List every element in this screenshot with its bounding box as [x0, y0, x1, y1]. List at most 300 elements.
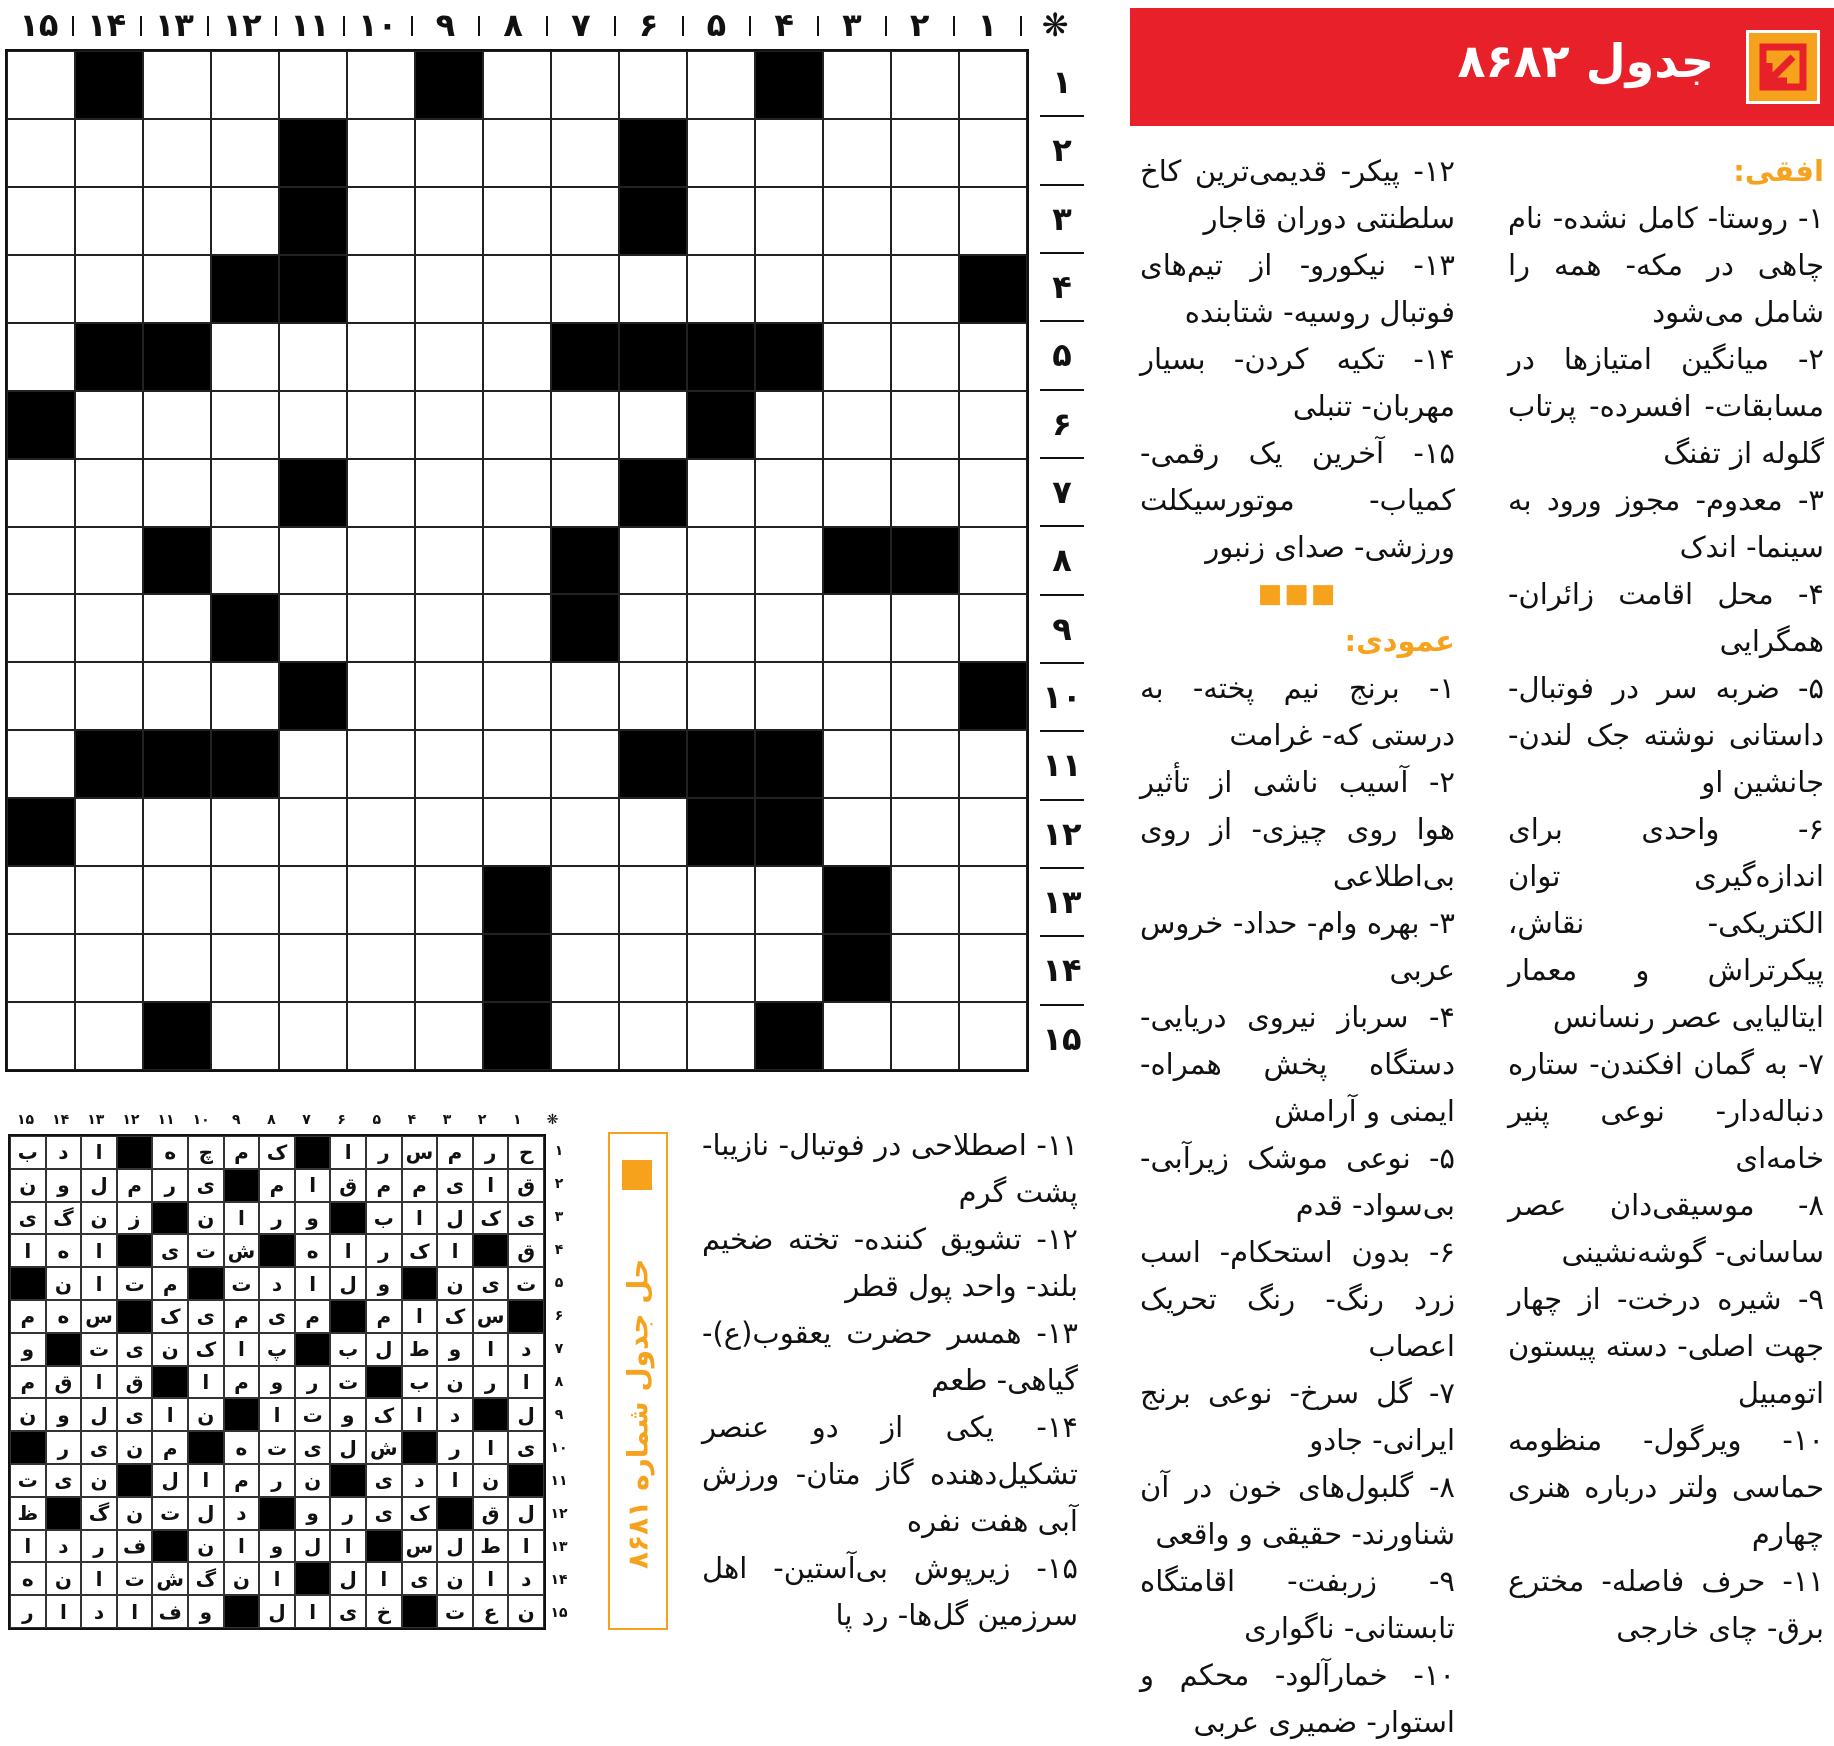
white-cell[interactable] [687, 119, 755, 187]
white-cell[interactable] [211, 323, 279, 391]
black-cell[interactable] [755, 323, 823, 391]
white-cell[interactable] [415, 730, 483, 798]
solution-letter: ر [152, 1169, 188, 1202]
white-cell[interactable] [959, 187, 1027, 255]
solution-letter: ا [117, 1595, 153, 1628]
white-cell[interactable] [143, 662, 211, 730]
solution-letter: م [10, 1300, 46, 1333]
black-cell[interactable] [755, 1002, 823, 1070]
black-cell[interactable] [143, 1002, 211, 1070]
solution-letter: ا [81, 1234, 117, 1267]
white-cell[interactable] [143, 798, 211, 866]
white-cell[interactable] [891, 119, 959, 187]
solution-letter: ن [188, 1398, 224, 1431]
white-cell[interactable] [279, 1002, 347, 1070]
black-cell[interactable] [551, 594, 619, 662]
black-cell[interactable] [75, 730, 143, 798]
solution-black-cell [259, 1234, 295, 1267]
white-cell[interactable] [619, 255, 687, 323]
white-cell[interactable] [143, 391, 211, 459]
black-cell[interactable] [415, 51, 483, 119]
solution-letter: ی [188, 1169, 224, 1202]
white-cell[interactable] [959, 594, 1027, 662]
black-cell[interactable] [823, 527, 891, 595]
white-cell[interactable] [823, 594, 891, 662]
white-cell[interactable] [415, 119, 483, 187]
white-cell[interactable] [211, 934, 279, 1002]
white-cell[interactable] [143, 459, 211, 527]
solution-black-cell [473, 1398, 509, 1431]
white-cell[interactable] [687, 459, 755, 527]
white-cell[interactable] [755, 866, 823, 934]
solution-letter: ت [188, 1234, 224, 1267]
white-cell[interactable] [823, 662, 891, 730]
white-cell[interactable] [483, 255, 551, 323]
white-cell[interactable] [347, 662, 415, 730]
down-clue: ۳- بهره وام- حداد- خروس عربی [1140, 906, 1455, 987]
white-cell[interactable] [415, 255, 483, 323]
white-cell[interactable] [7, 459, 75, 527]
white-cell[interactable] [619, 1002, 687, 1070]
row-number: ۶ [554, 1307, 564, 1324]
white-cell[interactable] [7, 51, 75, 119]
across-clue: ۱۳- نیکورو- از تیم‌های فوتبال روسیه- شتابنده [1140, 248, 1455, 329]
black-cell[interactable] [7, 391, 75, 459]
white-cell[interactable] [7, 662, 75, 730]
white-cell[interactable] [347, 594, 415, 662]
white-cell[interactable] [7, 1002, 75, 1070]
solution-letter: ه [295, 1234, 331, 1267]
white-cell[interactable] [7, 866, 75, 934]
white-cell[interactable] [75, 527, 143, 595]
white-cell[interactable] [279, 730, 347, 798]
solution-letter: و [46, 1398, 82, 1431]
white-cell[interactable] [959, 51, 1027, 119]
white-cell[interactable] [415, 527, 483, 595]
solution-letter: ر [473, 1136, 509, 1169]
white-cell[interactable] [823, 1002, 891, 1070]
white-cell[interactable] [347, 730, 415, 798]
solution-letter: ت [437, 1595, 473, 1628]
white-cell[interactable] [75, 798, 143, 866]
white-cell[interactable] [75, 662, 143, 730]
column-number: ۱ [513, 1112, 522, 1128]
row-number: ۱۲ [550, 1506, 568, 1523]
white-cell[interactable] [7, 594, 75, 662]
black-cell[interactable] [755, 730, 823, 798]
white-cell[interactable] [347, 527, 415, 595]
white-cell[interactable] [279, 527, 347, 595]
white-cell[interactable] [959, 323, 1027, 391]
black-cell[interactable] [143, 730, 211, 798]
solution-letter: ش [224, 1234, 260, 1267]
across-clue: ۱۴- تکیه کردن- بسیار مهربان- تنبلی [1140, 342, 1455, 423]
black-cell[interactable] [755, 798, 823, 866]
black-cell[interactable] [619, 187, 687, 255]
black-cell[interactable] [483, 866, 551, 934]
white-cell[interactable] [687, 527, 755, 595]
white-cell[interactable] [891, 391, 959, 459]
solution-letter: ا [437, 1234, 473, 1267]
white-cell[interactable] [755, 255, 823, 323]
column-number: ۲ [886, 6, 954, 44]
white-cell[interactable] [211, 51, 279, 119]
column-number: ۱۰ [192, 1112, 210, 1128]
white-cell[interactable] [415, 798, 483, 866]
black-cell[interactable] [959, 662, 1027, 730]
white-cell[interactable] [891, 798, 959, 866]
white-cell[interactable] [891, 730, 959, 798]
white-cell[interactable] [619, 662, 687, 730]
black-cell[interactable] [619, 119, 687, 187]
solution-letter: ز [117, 1202, 153, 1235]
solution-letter: ی [473, 1267, 509, 1300]
white-cell[interactable] [551, 255, 619, 323]
white-cell[interactable] [483, 119, 551, 187]
white-cell[interactable] [347, 459, 415, 527]
white-cell[interactable] [279, 798, 347, 866]
white-cell[interactable] [687, 866, 755, 934]
white-cell[interactable] [959, 798, 1027, 866]
white-cell[interactable] [75, 187, 143, 255]
white-cell[interactable] [959, 1002, 1027, 1070]
white-cell[interactable] [891, 459, 959, 527]
solution-letter: ی [508, 1202, 544, 1235]
solution-letter: د [81, 1595, 117, 1628]
white-cell[interactable] [483, 594, 551, 662]
black-cell[interactable] [619, 459, 687, 527]
white-cell[interactable] [891, 255, 959, 323]
white-cell[interactable] [211, 866, 279, 934]
white-cell[interactable] [551, 730, 619, 798]
white-cell[interactable] [687, 255, 755, 323]
white-cell[interactable] [959, 730, 1027, 798]
white-cell[interactable] [75, 934, 143, 1002]
solution-black-cell [224, 1169, 260, 1202]
down-clue: ۵- نوعی موشک زیرآبی- بی‌سواد- قدم [1140, 1141, 1455, 1222]
white-cell[interactable] [7, 730, 75, 798]
solution-letter: ل [152, 1464, 188, 1497]
clues-column-2 [1140, 148, 1455, 1746]
row-number: ۱۴ [550, 1572, 568, 1589]
white-cell[interactable] [483, 391, 551, 459]
black-cell[interactable] [143, 527, 211, 595]
solution-letter: ا [330, 1530, 366, 1563]
black-cell[interactable] [551, 527, 619, 595]
white-cell[interactable] [279, 391, 347, 459]
white-cell[interactable] [483, 662, 551, 730]
white-cell[interactable] [279, 866, 347, 934]
across-clue: ۹- شیره درخت- از چهار جهت اصلی- دسته پیستون اتومبیل [1508, 1282, 1824, 1410]
white-cell[interactable] [415, 934, 483, 1002]
solution-letter: ش [366, 1431, 402, 1464]
solution-letter: ب [402, 1366, 438, 1399]
white-cell[interactable] [619, 594, 687, 662]
white-cell[interactable] [959, 459, 1027, 527]
corner-symbol: ❋ [1041, 6, 1069, 44]
white-cell[interactable] [7, 119, 75, 187]
white-cell[interactable] [687, 187, 755, 255]
white-cell[interactable] [755, 934, 823, 1002]
white-cell[interactable] [959, 934, 1027, 1002]
white-cell[interactable] [7, 527, 75, 595]
black-cell[interactable] [211, 255, 279, 323]
white-cell[interactable] [891, 1002, 959, 1070]
white-cell[interactable] [959, 527, 1027, 595]
white-cell[interactable] [959, 391, 1027, 459]
white-cell[interactable] [211, 119, 279, 187]
white-cell[interactable] [687, 1002, 755, 1070]
black-cell[interactable] [7, 798, 75, 866]
white-cell[interactable] [347, 187, 415, 255]
white-cell[interactable] [483, 798, 551, 866]
white-cell[interactable] [823, 798, 891, 866]
white-cell[interactable] [143, 934, 211, 1002]
clues-column-3 [702, 1122, 1078, 1639]
solution-letter: ا [295, 1595, 331, 1628]
white-cell[interactable] [415, 323, 483, 391]
white-cell[interactable] [687, 662, 755, 730]
white-cell[interactable] [143, 119, 211, 187]
white-cell[interactable] [891, 934, 959, 1002]
white-cell[interactable] [211, 459, 279, 527]
white-cell[interactable] [551, 119, 619, 187]
white-cell[interactable] [415, 187, 483, 255]
white-cell[interactable] [347, 255, 415, 323]
solution-letter: ی [366, 1497, 402, 1530]
white-cell[interactable] [415, 1002, 483, 1070]
white-cell[interactable] [75, 391, 143, 459]
solution-letter: م [152, 1431, 188, 1464]
white-cell[interactable] [347, 866, 415, 934]
solution-letter: ق [473, 1497, 509, 1530]
black-cell[interactable] [687, 730, 755, 798]
down-clue: ۹- زربفت- اقامتگاه تابستانی- ناگواری [1140, 1564, 1455, 1645]
white-cell[interactable] [891, 187, 959, 255]
white-cell[interactable] [551, 866, 619, 934]
white-cell[interactable] [891, 323, 959, 391]
white-cell[interactable] [551, 934, 619, 1002]
black-cell[interactable] [279, 662, 347, 730]
white-cell[interactable] [7, 255, 75, 323]
black-cell[interactable] [483, 1002, 551, 1070]
white-cell[interactable] [619, 866, 687, 934]
black-cell[interactable] [483, 934, 551, 1002]
white-cell[interactable] [7, 187, 75, 255]
white-cell[interactable] [211, 527, 279, 595]
solution-title-box [608, 1132, 668, 1630]
solution-letter: ا [402, 1398, 438, 1431]
white-cell[interactable] [415, 594, 483, 662]
white-cell[interactable] [75, 255, 143, 323]
white-cell[interactable] [891, 662, 959, 730]
across-clue: ۶- واحدی برای اندازه‌گیری توان الکتریکی- نقاش، پیکرتراش و معمار ایتالیایی عصر رنسانس [1508, 812, 1824, 1034]
black-cell[interactable] [755, 51, 823, 119]
white-cell[interactable] [415, 866, 483, 934]
white-cell[interactable] [483, 51, 551, 119]
white-cell[interactable] [347, 119, 415, 187]
white-cell[interactable] [483, 187, 551, 255]
white-cell[interactable] [347, 934, 415, 1002]
white-cell[interactable] [823, 187, 891, 255]
white-cell[interactable] [211, 187, 279, 255]
solution-black-cell [402, 1595, 438, 1628]
white-cell[interactable] [551, 51, 619, 119]
black-cell[interactable] [211, 730, 279, 798]
column-number: ۱۵ [17, 1112, 35, 1128]
white-cell[interactable] [415, 391, 483, 459]
solution-letter: و [437, 1333, 473, 1366]
down-clue: ۱۲- تشویق کننده- تخته ضخیم بلند- واحد پول قطر [702, 1222, 1078, 1303]
white-cell[interactable] [279, 323, 347, 391]
solution-letter: ت [508, 1267, 544, 1300]
white-cell[interactable] [619, 391, 687, 459]
column-number: ۷ [302, 1112, 311, 1128]
black-cell[interactable] [211, 594, 279, 662]
black-cell[interactable] [279, 255, 347, 323]
white-cell[interactable] [143, 51, 211, 119]
white-cell[interactable] [279, 594, 347, 662]
white-cell[interactable] [483, 527, 551, 595]
column-number: ۵ [683, 6, 751, 44]
solution-letter: ت [81, 1333, 117, 1366]
black-cell[interactable] [823, 934, 891, 1002]
white-cell[interactable] [211, 662, 279, 730]
white-cell[interactable] [551, 187, 619, 255]
white-cell[interactable] [551, 662, 619, 730]
white-cell[interactable] [551, 798, 619, 866]
white-cell[interactable] [211, 798, 279, 866]
white-cell[interactable] [143, 866, 211, 934]
solution-letter: ا [188, 1366, 224, 1399]
white-cell[interactable] [279, 51, 347, 119]
solution-black-cell [330, 1202, 366, 1235]
white-cell[interactable] [347, 323, 415, 391]
black-cell[interactable] [279, 459, 347, 527]
white-cell[interactable] [823, 51, 891, 119]
white-cell[interactable] [755, 187, 823, 255]
white-cell[interactable] [687, 51, 755, 119]
white-cell[interactable] [755, 119, 823, 187]
white-cell[interactable] [619, 527, 687, 595]
corner-symbol: ❋ [546, 1112, 559, 1128]
row-number: ۷ [554, 1340, 564, 1357]
white-cell[interactable] [7, 934, 75, 1002]
white-cell[interactable] [347, 391, 415, 459]
black-cell[interactable] [959, 255, 1027, 323]
black-cell[interactable] [891, 527, 959, 595]
white-cell[interactable] [415, 662, 483, 730]
solution-letter: ق [330, 1169, 366, 1202]
down-heading: عمودی: [1344, 624, 1455, 658]
white-cell[interactable] [823, 730, 891, 798]
white-cell[interactable] [755, 527, 823, 595]
white-cell[interactable] [211, 391, 279, 459]
white-cell[interactable] [415, 459, 483, 527]
white-cell[interactable] [891, 594, 959, 662]
solution-letter: د [508, 1333, 544, 1366]
white-cell[interactable] [347, 798, 415, 866]
white-cell[interactable] [755, 662, 823, 730]
white-cell[interactable] [823, 459, 891, 527]
white-cell[interactable] [75, 594, 143, 662]
white-cell[interactable] [959, 119, 1027, 187]
white-cell[interactable] [687, 934, 755, 1002]
solution-letter: م [366, 1169, 402, 1202]
black-cell[interactable] [75, 323, 143, 391]
solution-letter: ا [46, 1595, 82, 1628]
black-cell[interactable] [279, 187, 347, 255]
white-cell[interactable] [75, 459, 143, 527]
black-cell[interactable] [75, 51, 143, 119]
column-number: ۱۰ [344, 6, 412, 44]
white-cell[interactable] [755, 391, 823, 459]
white-cell[interactable] [75, 866, 143, 934]
white-cell[interactable] [687, 594, 755, 662]
row-number: ۲ [554, 1175, 564, 1192]
black-cell[interactable] [619, 730, 687, 798]
white-cell[interactable] [483, 459, 551, 527]
solution-letter: ش [152, 1562, 188, 1595]
white-cell[interactable] [347, 1002, 415, 1070]
row-number: ۱۰ [550, 1440, 568, 1457]
white-cell[interactable] [823, 323, 891, 391]
black-cell[interactable] [687, 323, 755, 391]
white-cell[interactable] [483, 323, 551, 391]
white-cell[interactable] [755, 459, 823, 527]
solution-letter: س [81, 1300, 117, 1333]
solution-letter: ل [508, 1497, 544, 1530]
white-cell[interactable] [891, 51, 959, 119]
white-cell[interactable] [143, 187, 211, 255]
black-cell[interactable] [279, 119, 347, 187]
white-cell[interactable] [755, 594, 823, 662]
white-cell[interactable] [211, 1002, 279, 1070]
column-number: ۳ [818, 6, 886, 44]
white-cell[interactable] [551, 1002, 619, 1070]
column-number: ۹ [232, 1112, 241, 1128]
white-cell[interactable] [143, 255, 211, 323]
white-cell[interactable] [891, 866, 959, 934]
white-cell[interactable] [483, 730, 551, 798]
white-cell[interactable] [619, 798, 687, 866]
white-cell[interactable] [959, 866, 1027, 934]
solution-black-cell [259, 1497, 295, 1530]
white-cell[interactable] [347, 51, 415, 119]
white-cell[interactable] [823, 391, 891, 459]
black-cell[interactable] [143, 323, 211, 391]
white-cell[interactable] [143, 594, 211, 662]
white-cell[interactable] [279, 934, 347, 1002]
solution-letter: و [46, 1169, 82, 1202]
white-cell[interactable] [75, 119, 143, 187]
black-cell[interactable] [687, 798, 755, 866]
white-cell[interactable] [551, 459, 619, 527]
black-cell[interactable] [687, 391, 755, 459]
white-cell[interactable] [551, 391, 619, 459]
white-cell[interactable] [823, 119, 891, 187]
black-cell[interactable] [551, 323, 619, 391]
white-cell[interactable] [619, 934, 687, 1002]
white-cell[interactable] [7, 323, 75, 391]
white-cell[interactable] [75, 1002, 143, 1070]
row-number: ۱ [1040, 49, 1084, 117]
black-cell[interactable] [619, 323, 687, 391]
white-cell[interactable] [619, 51, 687, 119]
white-cell[interactable] [823, 255, 891, 323]
column-number: ۲ [477, 1112, 487, 1128]
black-cell[interactable] [823, 866, 891, 934]
